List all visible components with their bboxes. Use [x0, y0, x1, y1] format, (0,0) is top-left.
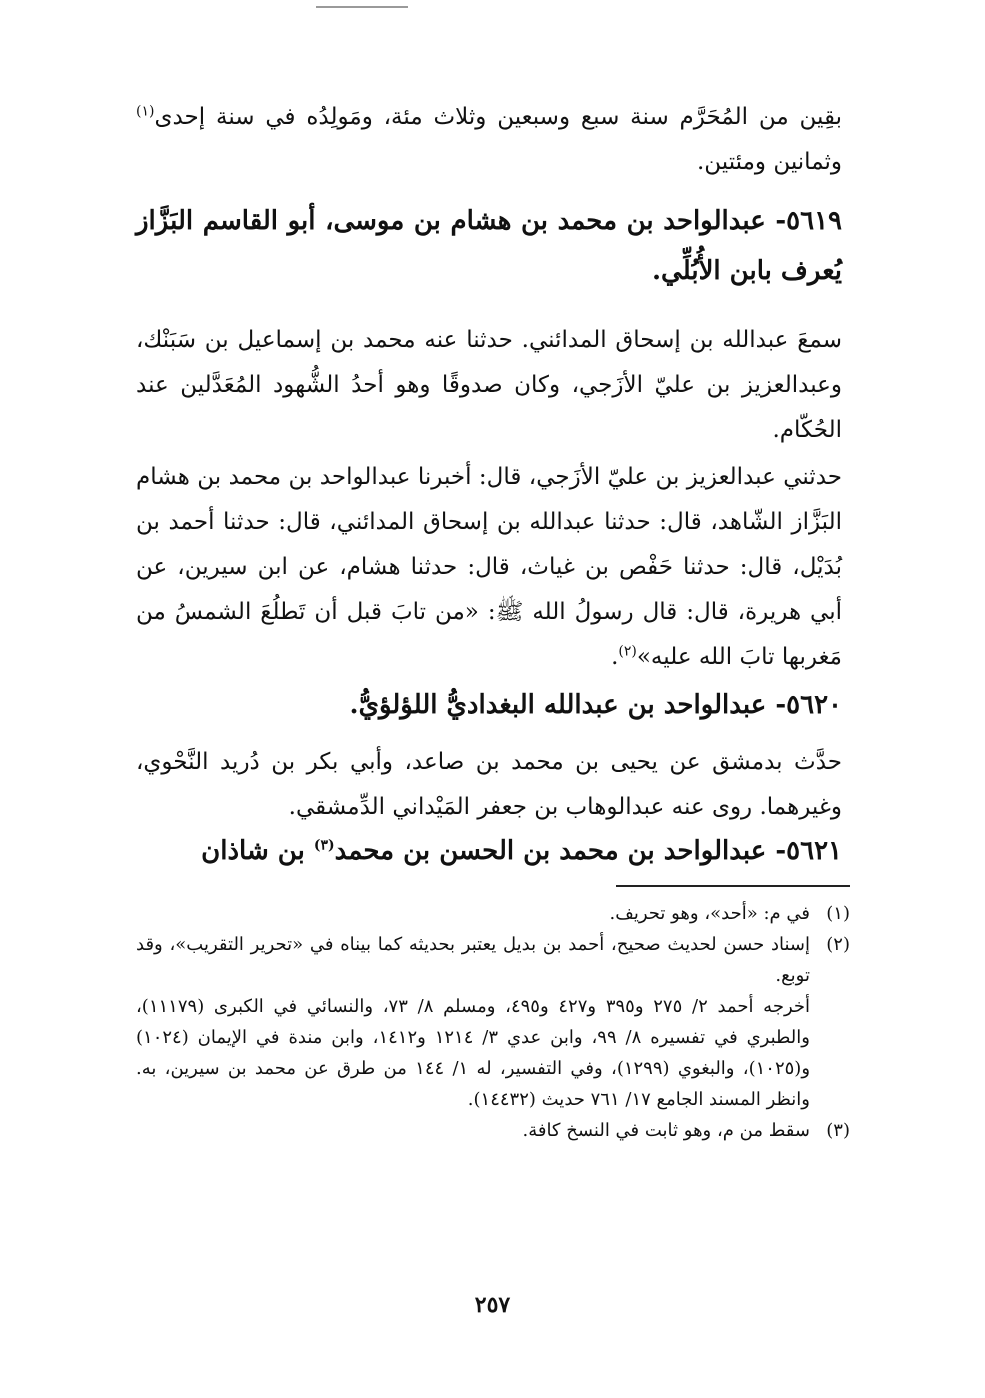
footnote-ref-3: (٣): [313, 837, 335, 854]
footnote-ref-1: (١): [136, 103, 155, 120]
page-number: ٢٥٧: [474, 1292, 511, 1318]
footnote-text: سقط من م، وهو ثابت في النسخ كافة.: [522, 1120, 810, 1141]
footnote-separator: [616, 885, 850, 887]
footnote-1: [136, 898, 850, 929]
footnote-number: (١): [826, 903, 850, 924]
paragraph-5620: حدَّث بدمشق عن يحيى بن محمد بن صاعد، وأبي بكر بن دُريد النَّحْوي، وغيرهما. روى عنه عبدالوهاب بن جعفر المَيْداني الدِّمشقي.: [136, 749, 842, 820]
paragraph-5619-bio: سمعَ عبدالله بن إسحاق المدائني. حدثنا عنه محمد بن إسماعيل بن سَبَنْك، وعبدالعزيز بن عليّ الأزَجي، وكان صدوقًا وهو أحدُ الشُّهود المُعَدَّلين عند الحُكّام.: [136, 327, 842, 443]
footnote-2: [136, 929, 850, 991]
entry-heading-5619: ٥٦١٩- عبدالواحد بن محمد بن هشام بن موسى، أبو القاسم البَزَّاز يُعرف بابن الأُبُلِّي.: [136, 206, 842, 286]
footnotes: [136, 898, 850, 1146]
paragraph-continued: بقِين من المُحَرَّم سنة سبع وسبعين وثلاث مئة، ومَولِدُه في سنة إحدى$^{(١)}$ وثمانين ومئتين.: [136, 103, 842, 175]
footnote-number: (٢): [826, 934, 850, 955]
footnote-3: [136, 1115, 850, 1146]
footnote-text: في م: «أحد»، وهو تحريف.: [609, 903, 810, 924]
footnote-2-continued: أخرجه أحمد ٢/ ٢٧٥ و٣٩٥ و٤٢٧ و٤٩٥، ومسلم ٨/ ٧٣، والنسائي في الكبرى (١١١٧٩)، والطبري في تفسيره ٨/ ٩٩، وابن عدي ٣/ ١٢١٤ و١٤١٢، وابن مندة في الإيمان (١٠٢٤) و(١٠٢٥)، والبغوي (١٢٩٩)، وفي التفسير، له ١/ ١٤٤ من طرق عن محمد بن سيرين، به. وانظر المسند الجامع ١٧/ ٧٦١ حديث (١٤٤٣٢).: [136, 996, 811, 1110]
top-rule: [316, 6, 408, 8]
entry-heading-5620: ٥٦٢٠- عبدالواحد بن عبدالله البغداديُّ اللؤلؤيُّ.: [349, 690, 842, 720]
footnote-text: إسناد حسن لحديث صحيح، أحمد بن بديل يعتبر بحديثه كما بيناه في «تحرير التقريب»، وقد توبع.: [136, 934, 810, 986]
footnote-ref-2: (٢): [618, 643, 637, 660]
paragraph-5619-hadith: حدثني عبدالعزيز بن عليّ الأزَجي، قال: أخبرنا عبدالواحد بن محمد بن هشام البَزَّاز الشّاهد، قال: حدثنا عبدالله بن إسحاق المدائني، قال: حدثنا أحمد بن بُدَيْل، قال: حدثنا حَفْص بن غياث، قال: حدثنا هشام، عن ابن سيرين، عن أبي هريرة، قال: قال رسولُ الله ﷺ: «من تابَ قبل أن تَطلُعَ الشمسُ من مَغربها تابَ الله عليه»$^{(٢)}$.: [136, 464, 842, 670]
footnote-number: (٣): [826, 1120, 850, 1141]
entry-heading-5621: ٥٦٢١- عبدالواحد بن محمد بن الحسن بن محمد$^{(٣)}$ بن شاذان: [201, 836, 842, 866]
